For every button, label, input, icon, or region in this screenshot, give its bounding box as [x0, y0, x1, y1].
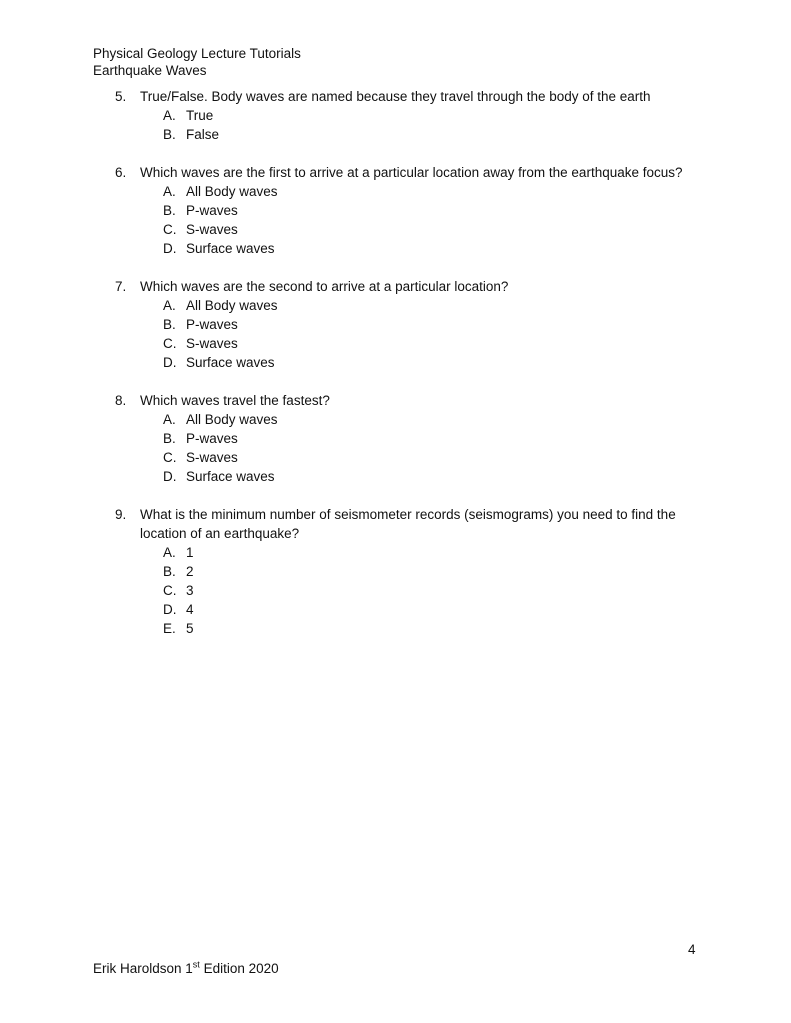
option-letter: A. [163, 412, 176, 427]
option-letter: D. [163, 241, 177, 256]
option-letter: A. [163, 108, 176, 123]
option-text: All Body waves [186, 298, 278, 313]
option-letter: C. [163, 583, 177, 598]
question-number: 8. [115, 393, 127, 408]
option-letter: C. [163, 222, 177, 237]
option-text: P-waves [186, 317, 238, 332]
page-number: 4 [688, 942, 696, 957]
option-a [163, 410, 755, 429]
question-options [163, 410, 755, 486]
option-text: P-waves [186, 431, 238, 446]
question-text: What is the minimum number of seismometer records (seismograms) you need to find the location of an earthquake? [140, 507, 676, 541]
question-number: 7. [115, 279, 127, 294]
question-7 [115, 277, 755, 372]
option-letter: A. [163, 545, 176, 560]
option-d [163, 600, 755, 619]
question-number: 6. [115, 165, 127, 180]
option-text: 4 [186, 602, 194, 617]
option-text: S-waves [186, 336, 238, 351]
option-b [163, 562, 755, 581]
question-5 [115, 87, 755, 144]
option-a [163, 182, 755, 201]
question-8 [115, 391, 755, 486]
footer-author-prefix: Erik Haroldson 1 [93, 961, 193, 976]
question-text: Which waves are the first to arrive at a particular location away from the earthquake focus? [140, 165, 683, 180]
option-letter: B. [163, 203, 176, 218]
option-e [163, 619, 755, 638]
option-text: S-waves [186, 450, 238, 465]
option-letter: B. [163, 317, 176, 332]
option-a [163, 296, 755, 315]
option-b [163, 429, 755, 448]
footer-ordinal-superscript: st [192, 959, 200, 970]
option-text: S-waves [186, 222, 238, 237]
question-9 [115, 505, 755, 638]
option-b [163, 315, 755, 334]
document-header [93, 45, 301, 79]
question-text: Which waves travel the fastest? [140, 393, 330, 408]
questions-list [115, 87, 755, 657]
question-text-row [115, 391, 755, 410]
option-text: All Body waves [186, 412, 278, 427]
header-subtitle: Earthquake Waves [93, 63, 207, 78]
option-text: Surface waves [186, 469, 275, 484]
option-letter: C. [163, 336, 177, 351]
question-text-row [115, 163, 755, 182]
question-text: Which waves are the second to arrive at a particular location? [140, 279, 509, 294]
question-text: True/False. Body waves are named because they travel through the body of the earth [140, 89, 651, 104]
option-a [163, 106, 755, 125]
option-c [163, 220, 755, 239]
option-d [163, 239, 755, 258]
header-title: Physical Geology Lecture Tutorials [93, 46, 301, 61]
option-a [163, 543, 755, 562]
question-options [163, 543, 755, 638]
option-letter: B. [163, 127, 176, 142]
option-c [163, 581, 755, 600]
option-letter: A. [163, 298, 176, 313]
footer-edition-suffix: Edition 2020 [199, 961, 279, 976]
option-letter: B. [163, 431, 176, 446]
question-text-row [115, 505, 755, 543]
option-c [163, 448, 755, 467]
question-text-row [115, 277, 755, 296]
question-number: 9. [115, 507, 127, 522]
option-text: Surface waves [186, 241, 275, 256]
option-text: All Body waves [186, 184, 278, 199]
option-letter: B. [163, 564, 176, 579]
option-letter: C. [163, 450, 177, 465]
option-text: 3 [186, 583, 194, 598]
question-text-row [115, 87, 755, 106]
option-b [163, 201, 755, 220]
option-text: 5 [186, 621, 194, 636]
option-letter: A. [163, 184, 176, 199]
option-text: 2 [186, 564, 194, 579]
question-options [163, 296, 755, 372]
question-options [163, 182, 755, 258]
question-number: 5. [115, 89, 127, 104]
option-letter: E. [163, 621, 176, 636]
option-text: 1 [186, 545, 194, 560]
option-letter: D. [163, 469, 177, 484]
option-text: False [186, 127, 220, 142]
option-letter: D. [163, 602, 177, 617]
option-letter: D. [163, 355, 177, 370]
option-d [163, 353, 755, 372]
option-text: P-waves [186, 203, 238, 218]
option-c [163, 334, 755, 353]
question-6 [115, 163, 755, 258]
question-options [163, 106, 755, 144]
option-text: True [186, 108, 214, 123]
option-text: Surface waves [186, 355, 275, 370]
option-d [163, 467, 755, 486]
document-footer [93, 959, 279, 978]
option-b [163, 125, 755, 144]
